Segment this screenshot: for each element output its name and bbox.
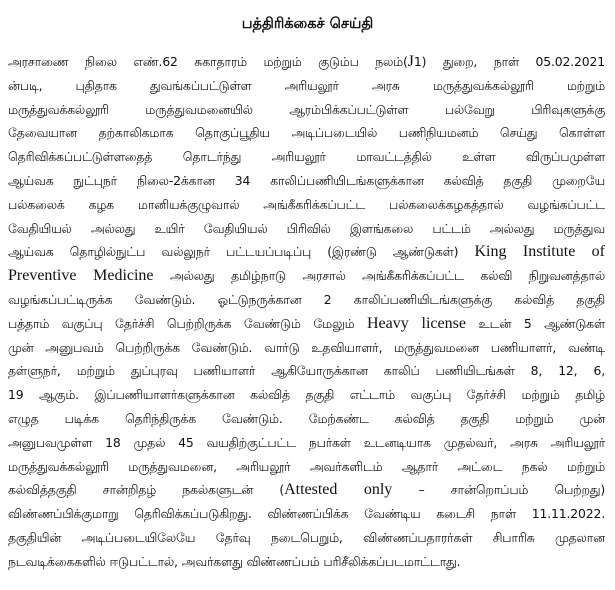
body-line: Preventive Medicine அல்லது தமிழ்நாடு அரசால் அங்கீகரிக்கப்பட்ட கல்வி நிறுவனத்தால் bbox=[8, 267, 605, 285]
document-body bbox=[8, 50, 605, 574]
body-line: அனுபவமுள்ள 18 முதல் 45 வயதிற்குட்பட்ட நபர்கள் உடனடியாக முதல்வர், அரசு அரியலூர் bbox=[8, 434, 605, 450]
body-line: நடவடிக்கைகளில் ஈடுபட்டால், அவர்களது விண்ணப்பம் பரிசீலிக்கப்படமாட்டாது. bbox=[8, 553, 461, 569]
body-line: எழுத படிக்க தெரிந்திருக்க வேண்டும். மேற்கண்ட கல்வித் தகுதி மற்றும் முன் bbox=[8, 410, 605, 426]
body-line: பல்கலைக் கழக மானியக்குழுவால் அங்கீகரிக்கப்பட்ட பல்கலைக்கழகத்தால் வழங்கப்பட்ட bbox=[8, 196, 605, 212]
body-line: முன் அனுபவம் பெற்றிருக்க வேண்டும். வார்டு உதவியாளர், மருத்துவமனை பணியாளர், வண்டி bbox=[8, 339, 605, 355]
document-title: பத்திரிக்கைச் செய்தி bbox=[241, 16, 374, 32]
body-line: பத்தாம் வகுப்பு தேர்ச்சி பெற்றிருக்க வேண்டும் மேலும் Heavy license உடன் 5 ஆண்டுகள் bbox=[8, 314, 605, 332]
body-line: 19 ஆகும். இப்பணியாளர்களுக்கான கல்வித் தகுதி எட்டாம் வகுப்பு தேர்ச்சி மற்றும் தமிழ் bbox=[8, 387, 605, 403]
body-line: அரசாணை நிலை எண்.62 சுகாதாரம் மற்றும் குடும்ப நலம்(J1) துறை, நாள் 05.02.2021 bbox=[8, 53, 605, 70]
body-line: விண்ணப்பிக்குமாறு தெரிவிக்கப்படுகிறது. விண்ணப்பிக்க வேண்டிய கடைசி நாள் 11.11.2022. bbox=[8, 506, 605, 522]
body-line: ன்படி, புதிதாக துவங்கப்பட்டுள்ள அரியலூர் அரசு மருத்துவக்கல்லூரி மற்றும் bbox=[8, 77, 605, 93]
body-line: தேவையான தற்காலிகமாக தொகுப்பூதிய அடிப்படையில் பணிநியமனம் செய்து கொள்ள bbox=[8, 125, 605, 141]
body-line: வழங்கப்பட்டிருக்க வேண்டும். ஓட்டுநருக்கான 2 காலிப்பணியிடங்களுக்கு கல்வித் தகுதி bbox=[8, 291, 605, 307]
body-line: ஆய்வக தொழில்நுட்ப வல்லுநர் பட்டயப்படிப்பு (இரண்டு ஆண்டுகள்) King Institute of bbox=[8, 243, 605, 261]
body-line: கல்வித்தகுதி சான்றிதழ் நகல்களுடன் (Attested only – சான்றொப்பம் பெற்றது) bbox=[8, 481, 605, 499]
body-line: தள்ளுநர், மற்றும் துப்புரவு பணியாளர் ஆகியோருக்கான காலிப் பணியிடங்கள் 8, 12, 6, bbox=[8, 363, 605, 379]
body-line: தெரிவிக்கப்பட்டுள்ளதைத் தொடர்ந்து அரியலூர் மாவட்டத்தில் உள்ள விருப்பமுள்ள bbox=[8, 149, 605, 165]
body-line: மருத்துவக்கல்லூரி மருத்துவமனையில் ஆரம்பிக்கப்பட்டுள்ள பல்வேறு பிரிவுகளுக்கு bbox=[8, 101, 605, 117]
body-line: ஆய்வக நுட்புநர் நிலை-2க்கான 34 காலிப்பணியிடங்களுக்கான கல்வித் தகுதி முறையே bbox=[8, 172, 605, 188]
body-line: வேதியியல் அல்லது உயிர் வேதியியல் பிரிவில் இளங்கலை பட்டம் அல்லது மருத்துவ bbox=[8, 220, 605, 236]
body-line: தகுதியின் அடிப்படையிலேயே தேர்வு நடைபெறும், விண்ணப்பதாரர்கள் சிபாரிசு முதலான bbox=[8, 529, 605, 545]
body-line: மருத்துவக்கல்லூரி மருத்துவமனை, அரியலூர் அவர்களிடம் ஆதார் அட்டை நகல் மற்றும் bbox=[8, 458, 605, 474]
